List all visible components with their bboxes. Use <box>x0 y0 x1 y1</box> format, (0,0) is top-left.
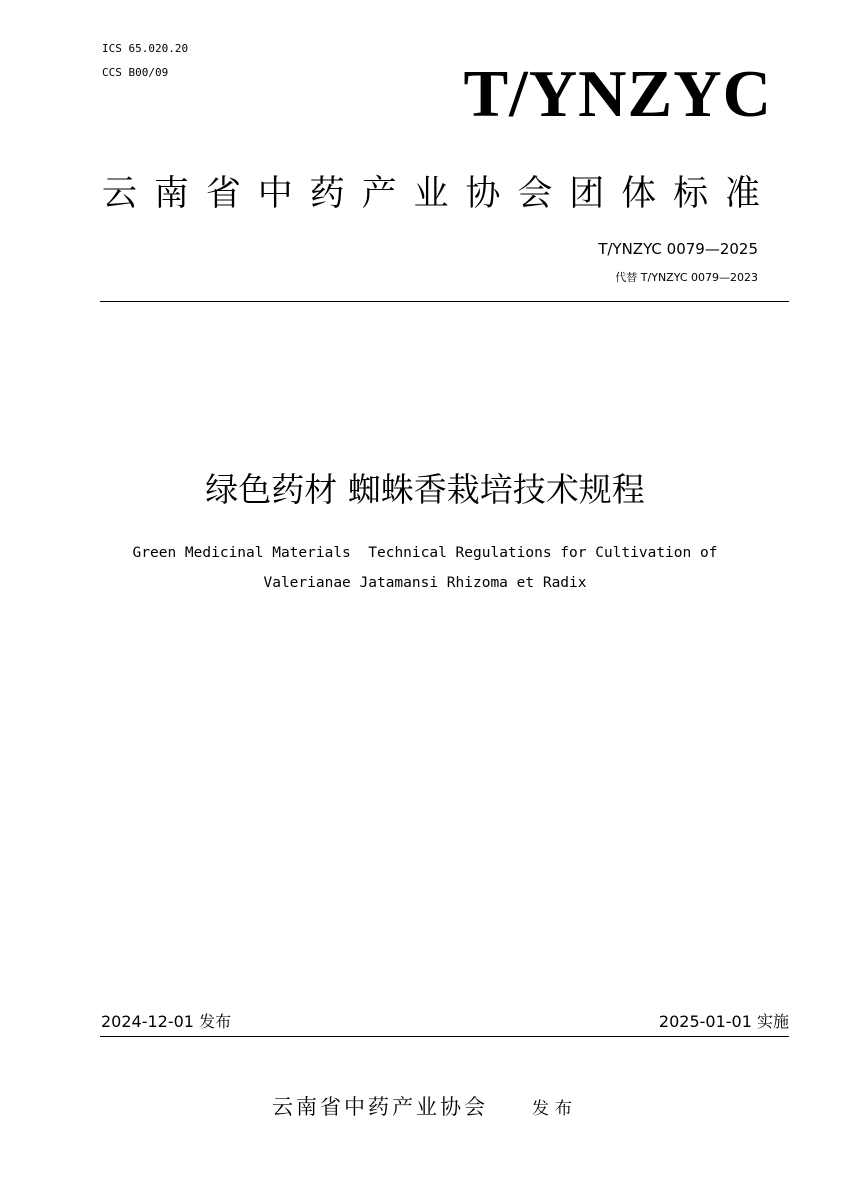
ics-code: ICS 65.020.20 <box>102 42 189 55</box>
publisher-name: 云南省中药产业协会 <box>272 1095 488 1119</box>
publish-label: 发布 <box>532 1099 578 1119</box>
release-date: 2024-12-01 发布 <box>101 1012 232 1031</box>
header-divider <box>100 301 789 302</box>
replaced-standard: 代替 T/YNZYC 0079—2023 <box>615 271 758 284</box>
document-title-english-line-2: Valerianae Jatamansi Rhizoma et Radix <box>263 575 587 591</box>
document-title-chinese: 绿色药材 蜘蛛香栽培技术规程 <box>205 470 645 509</box>
ccs-code: CCS B00/09 <box>102 66 169 79</box>
standard-logo: T/YNZYC <box>463 57 772 131</box>
footer-divider <box>100 1036 789 1037</box>
implementation-date: 2025-01-01 实施 <box>658 1012 789 1031</box>
publisher-line <box>0 1092 850 1124</box>
document-title-english-line-1: Green Medicinal Materials Technical Regulations for Cultivation of <box>132 545 718 561</box>
standard-number: T/YNZYC 0079—2025 <box>598 240 758 258</box>
organization-title: 云南省中药产业协会团体标准 <box>102 174 760 214</box>
